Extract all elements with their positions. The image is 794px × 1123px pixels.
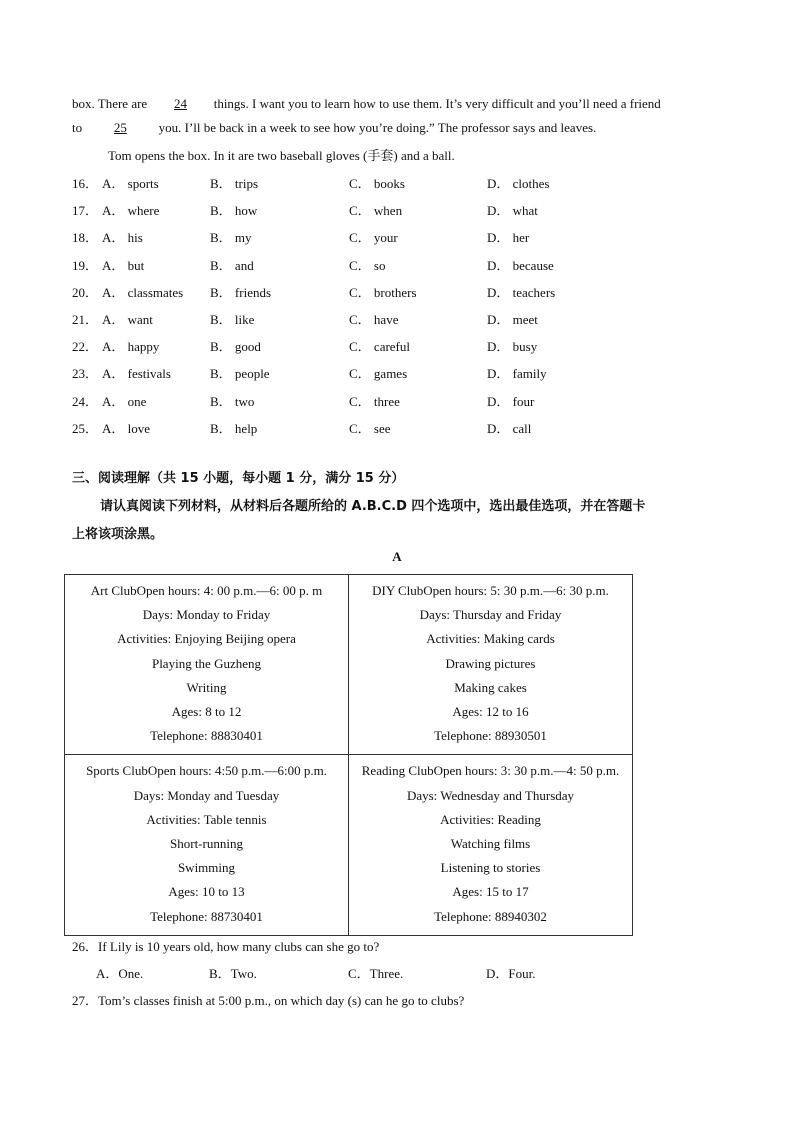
option-a[interactable]: A． classmates: [102, 284, 184, 300]
instruction-line-1: 请认真阅读下列材料，从材料后各题所给的 A.B.C.D 四个选项中，选出最佳选项，并在答题卡: [100, 499, 646, 514]
cell-line: Watching films: [450, 836, 531, 852]
passage-line-2: [72, 120, 596, 136]
club-cell-sports: [65, 755, 349, 935]
cell-line: Days: Thursday and Friday: [419, 607, 562, 623]
passage-text: box. There are: [72, 96, 151, 111]
option-c[interactable]: C．Three.: [348, 966, 404, 981]
table-row: [65, 755, 633, 935]
cell-line: Making cakes: [454, 679, 527, 695]
cell-line: Reading ClubOpen hours: 3: 30 p.m.—4: 50 p.m.: [361, 763, 620, 779]
option-c[interactable]: C． careful: [349, 339, 411, 355]
option-c[interactable]: C． your: [349, 230, 398, 246]
cell-line: Telephone: 88730401: [150, 908, 263, 924]
option-c[interactable]: C． see: [349, 420, 391, 436]
option-b[interactable]: B． help: [210, 420, 258, 436]
option-a[interactable]: A． festivals: [102, 366, 171, 382]
question-number: 25．: [72, 420, 99, 436]
option-d[interactable]: D． meet: [487, 312, 538, 327]
option-c[interactable]: C． when: [349, 203, 403, 219]
cloze-question-row: [72, 255, 592, 275]
passage-text: things. I want you to learn how to use them. It’s very difficult and you’ll need a friend: [210, 96, 661, 111]
question-number: 17．: [72, 203, 99, 219]
section-title: 三、阅读理解（共 15 小题，每小题 1 分，满分 15 分）: [72, 471, 405, 486]
cell-line: Days: Wednesday and Thursday: [406, 787, 575, 803]
question-number: 22．: [72, 339, 99, 355]
option-c[interactable]: C． have: [349, 312, 399, 327]
instruction-line-2: 上将该项涂黑。: [72, 527, 164, 542]
cloze-question-row: [72, 200, 592, 220]
option-d[interactable]: D． what: [487, 203, 538, 219]
option-d[interactable]: D． teachers: [487, 284, 556, 300]
option-a[interactable]: A． sports: [102, 176, 159, 191]
cell-line: Ages: 10 to 13: [168, 884, 245, 900]
option-b[interactable]: B．Two.: [209, 966, 257, 981]
cell-line: Ages: 12 to 16: [452, 704, 529, 720]
option-b[interactable]: B． like: [210, 312, 255, 327]
option-a[interactable]: A． but: [102, 257, 145, 273]
cell-line: Days: Monday to Friday: [142, 607, 271, 623]
question-number: 18．: [72, 230, 99, 246]
option-b[interactable]: B． how: [210, 203, 258, 219]
option-d[interactable]: D． four: [487, 393, 535, 409]
question-number: 24．: [72, 393, 99, 409]
cloze-question-row: [72, 336, 592, 356]
cell-line: DIY ClubOpen hours: 5: 30 p.m.—6: 30 p.m.: [372, 583, 609, 598]
cell-line: Drawing pictures: [445, 655, 536, 671]
passage-line-1: [72, 96, 661, 112]
club-cell-art: [65, 575, 349, 755]
option-b[interactable]: B． good: [210, 339, 261, 355]
cloze-question-row: [72, 282, 592, 302]
option-d[interactable]: D． her: [487, 230, 530, 246]
passage-label: A: [392, 549, 402, 564]
option-d[interactable]: D． clothes: [487, 176, 550, 191]
option-b[interactable]: B． and: [210, 257, 254, 273]
cell-line: Writing: [186, 679, 227, 695]
question-26-stem: 26．If Lily is 10 years old, how many clubs can she go to?: [72, 939, 380, 954]
cell-line: Activities: Enjoying Beijing opera: [117, 631, 296, 647]
cell-line: Ages: 15 to 17: [452, 884, 529, 900]
cell-line: Days: Monday and Tuesday: [133, 787, 280, 803]
club-cell-reading: [349, 755, 633, 935]
cell-line: Playing the Guzheng: [151, 655, 262, 671]
cell-line: Short-running: [170, 836, 243, 852]
option-a[interactable]: A． love: [102, 420, 151, 436]
blank-25: 25: [113, 120, 127, 135]
option-d[interactable]: D． busy: [487, 339, 538, 355]
blank-24: 24: [173, 96, 187, 111]
table-row: [65, 575, 633, 755]
cell-line: Art ClubOpen hours: 4: 00 p.m.—6: 00 p. m: [90, 583, 323, 598]
cell-line: Swimming: [177, 860, 236, 876]
passage-line-3: Tom opens the box. In it are two baseball gloves (手套) and a ball.: [108, 148, 455, 163]
passage-text: you. I’ll be back in a week to see how you’re doing.” The professor says and leaves.: [155, 120, 597, 135]
cloze-question-row: [72, 309, 592, 329]
option-a[interactable]: A． where: [102, 203, 160, 219]
option-a[interactable]: A． happy: [102, 339, 160, 355]
option-b[interactable]: B． trips: [210, 176, 259, 191]
cell-line: Telephone: 88930501: [434, 728, 547, 744]
option-c[interactable]: C． three: [349, 393, 400, 409]
passage-text: to: [72, 120, 86, 135]
option-c[interactable]: C． books: [349, 176, 405, 191]
cell-line: Telephone: 88830401: [150, 728, 263, 744]
cell-line: Listening to stories: [440, 860, 541, 876]
option-d[interactable]: D．Four.: [486, 966, 536, 981]
option-d[interactable]: D． because: [487, 257, 554, 273]
option-a[interactable]: A．One.: [96, 966, 144, 981]
option-c[interactable]: C． so: [349, 257, 386, 273]
club-cell-diy: [349, 575, 633, 755]
cloze-question-row: [72, 418, 592, 438]
option-b[interactable]: B． my: [210, 230, 252, 246]
option-c[interactable]: C． brothers: [349, 284, 417, 300]
cloze-question-row: [72, 363, 592, 383]
cloze-question-row: [72, 173, 592, 193]
option-b[interactable]: B． people: [210, 366, 270, 382]
cell-line: Telephone: 88940302: [434, 908, 547, 924]
cell-line: Sports ClubOpen hours: 4:50 p.m.—6:00 p.m.: [86, 763, 327, 779]
cell-line: Ages: 8 to 12: [171, 704, 242, 720]
option-d[interactable]: D． family: [487, 366, 547, 382]
option-a[interactable]: A． his: [102, 230, 143, 246]
option-d[interactable]: D． call: [487, 420, 532, 436]
question-26-options: [96, 963, 596, 983]
option-b[interactable]: B． friends: [210, 284, 272, 300]
option-b[interactable]: B． two: [210, 393, 255, 409]
option-a[interactable]: A． one: [102, 393, 147, 409]
option-c[interactable]: C． games: [349, 366, 408, 382]
question-number: 23．: [72, 366, 99, 382]
cell-line: Activities: Reading: [440, 811, 541, 827]
question-27-stem: 27．Tom’s classes finish at 5:00 p.m., on which day (s) can he go to clubs?: [72, 993, 465, 1008]
question-number: 21．: [72, 312, 99, 327]
cloze-question-row: [72, 391, 592, 411]
question-number: 19．: [72, 257, 99, 273]
cell-line: Activities: Table tennis: [146, 811, 267, 827]
cell-line: Activities: Making cards: [426, 631, 555, 647]
question-number: 16．: [72, 176, 99, 191]
question-number: 20．: [72, 284, 99, 300]
option-a[interactable]: A． want: [102, 312, 153, 327]
cloze-question-row: [72, 227, 592, 247]
clubs-table: [64, 574, 633, 936]
